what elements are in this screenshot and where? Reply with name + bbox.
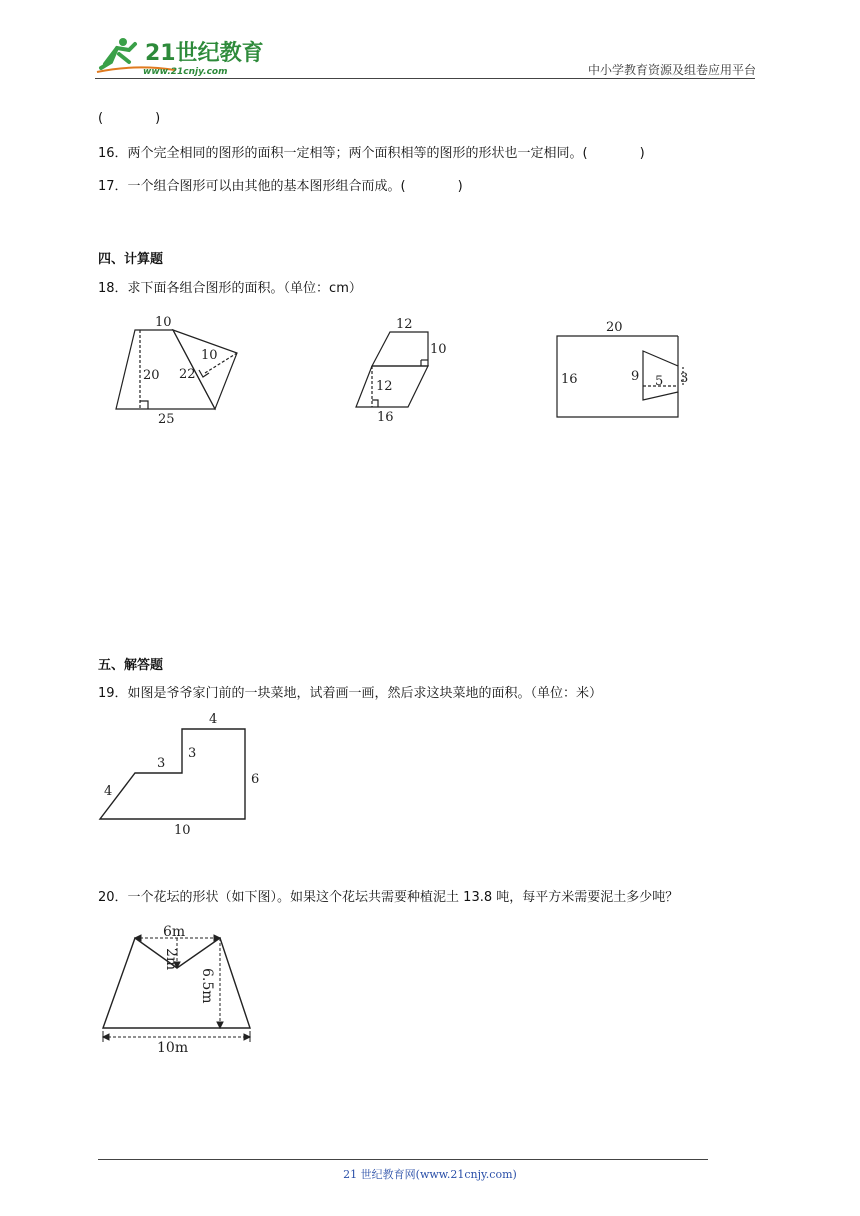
fig3-triangle-height-label: 5 xyxy=(655,374,664,389)
footer-text: 21 世纪教育网(www.21cnjy.com) xyxy=(343,1168,517,1181)
figure-20 xyxy=(95,918,265,1063)
figure-18-2 xyxy=(350,310,460,430)
previous-answer-blank: ( ) xyxy=(98,111,161,126)
fig2-right-label: 10 xyxy=(430,342,447,357)
fig20-notch-label: 2m xyxy=(163,948,179,971)
fig2-bottom-label: 16 xyxy=(377,410,394,425)
question-20: 20．一个花坛的形状（如下图）。如果这个花坛共需要种植泥土 13.8 吨，每平方米需要泥土多少吨？ xyxy=(98,890,679,905)
logo-main-text: 21世纪教育 xyxy=(145,41,264,66)
logo-url-text: www.21cnjy.com xyxy=(143,67,228,77)
fig3-triangle-base-label: 9 xyxy=(631,369,640,384)
section-5-title: 五、解答题 xyxy=(98,658,164,673)
fig2-top-label: 12 xyxy=(396,317,413,332)
fig1-bottom-label: 25 xyxy=(158,412,175,427)
fig1-diagonal-label: 22 xyxy=(179,367,196,382)
fig19-bottom-label: 10 xyxy=(174,823,191,838)
figure-19 xyxy=(95,706,275,841)
fig3-gap-label: 3 xyxy=(680,371,689,386)
figure-18-3 xyxy=(550,316,700,426)
site-logo xyxy=(95,34,265,78)
question-17: 17．一个组合图形可以由其他的基本图形组合而成。( ) xyxy=(98,179,463,194)
header-divider xyxy=(95,78,755,79)
fig3-height-label: 16 xyxy=(561,372,578,387)
fig19-step-label: 3 xyxy=(157,756,166,771)
fig1-top-label: 10 xyxy=(155,315,172,330)
fig1-height-label: 20 xyxy=(143,368,160,383)
figure-18-1 xyxy=(100,310,250,430)
fig19-right-label: 6 xyxy=(251,772,260,787)
fig1-triangle-height-label: 10 xyxy=(201,348,218,363)
fig19-slant-label: 4 xyxy=(104,784,113,799)
fig19-top-label: 4 xyxy=(209,712,218,727)
section-4-title: 四、计算题 xyxy=(98,252,164,267)
fig3-width-label: 20 xyxy=(606,320,623,335)
question-16: 16．两个完全相同的图形的面积一定相等；两个面积相等的图形的形状也一定相同。( ) xyxy=(98,146,645,161)
fig20-height-label: 6.5m xyxy=(199,968,215,1004)
question-19: 19．如图是爷爷家门前的一块菜地，试着画一画，然后求这块菜地的面积。（单位：米） xyxy=(98,686,603,701)
fig2-height-label: 12 xyxy=(376,379,393,394)
fig19-inner-vertical-label: 3 xyxy=(188,746,197,761)
fig20-bottom-label: 10m xyxy=(157,1040,189,1056)
platform-title: 中小学教育资源及组卷应用平台 xyxy=(587,63,756,77)
footer-divider xyxy=(98,1159,708,1160)
fig20-top-label: 6m xyxy=(163,924,186,940)
question-18: 18．求下面各组合图形的面积。（单位：cm） xyxy=(98,281,362,296)
